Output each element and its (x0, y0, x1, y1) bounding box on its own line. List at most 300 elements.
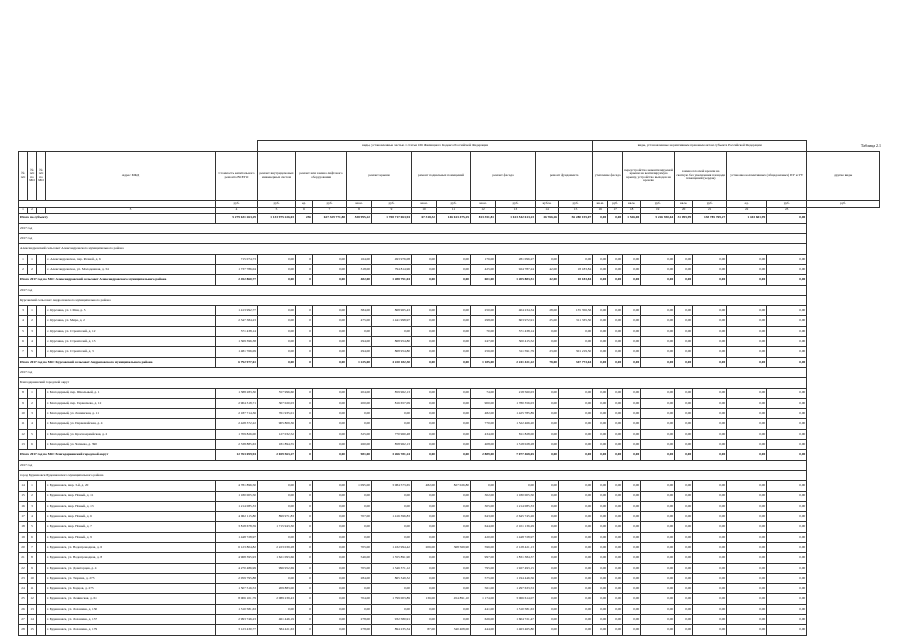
row-mo-number: 2 (28, 398, 37, 408)
cell-value: 67 318,32 (412, 213, 437, 223)
unit-cell: руб. (258, 200, 296, 207)
cell-value: 0,00 (258, 481, 296, 491)
cell-value: 0,00 (412, 388, 437, 398)
cell-value: 868 954,80 (372, 337, 412, 347)
cell-value: 0,00 (536, 594, 559, 604)
row-address: г. Буденновск, ул. Лоханина, д. 130 (46, 604, 216, 614)
cell-value: 0,00 (593, 532, 608, 542)
cell-value: 278,00 (347, 615, 372, 625)
row-mo-number: 2 (28, 316, 37, 326)
section-label: Курсавский сельсовет Андроповского муниципального района (19, 295, 807, 305)
cell-value: 0,00 (313, 254, 347, 264)
number-cell: 8 (347, 207, 372, 213)
row-mo-number: 5 (28, 347, 37, 357)
cell-value: 0,00 (623, 398, 641, 408)
cell-value: 250,00 (471, 306, 496, 316)
cell-value: 2 059 795,88 (216, 573, 258, 583)
cell-value: 7 077 468,65 (496, 450, 536, 460)
cell-value: 0,00 (608, 398, 623, 408)
cell-value: 0,00 (623, 543, 641, 553)
cell-value: 0,00 (258, 604, 296, 614)
cell-value: 1 355 891,90 (372, 553, 412, 563)
cell-value: 0,00 (593, 275, 608, 285)
cell-value: 0,00 (347, 501, 372, 511)
cell-value: 1 463 465,80 (496, 625, 536, 635)
cell-value: 0,00 (608, 357, 623, 367)
cell-value: 2 338 885,63 (216, 440, 258, 450)
cell-value: 0,00 (675, 615, 693, 625)
col-no-mo: № п/п по МО (28, 151, 37, 200)
unit-cell: руб. (559, 200, 593, 207)
cell-value: 0,00 (693, 625, 727, 635)
cell-value: 0,00 (675, 491, 693, 501)
unit-cell: руб. (372, 200, 412, 207)
cell-value: 0,00 (437, 326, 471, 336)
unit-cell: ед. (296, 200, 313, 207)
cell-value: 596,00 (471, 543, 496, 553)
cell-value: 4 270 486,99 (216, 563, 258, 573)
cell-value: 0,00 (623, 532, 641, 542)
cell-value: 0,00 (623, 522, 641, 532)
cell-value: 404 234,34 (496, 306, 536, 316)
cell-value: 0 (296, 491, 313, 501)
cell-value: 0,00 (593, 584, 608, 594)
cell-value: 0,00 (437, 316, 471, 326)
section-row (19, 223, 880, 233)
cell-value: 0,00 (675, 522, 693, 532)
cell-value: 0,00 (675, 275, 693, 285)
cell-value: 0,00 (437, 275, 471, 285)
cell-value: 932 580,91 (372, 615, 412, 625)
row-address: Итого 2017 год по МО: Курсавский сельсовет Андроповского муниципального района (19, 357, 216, 367)
total-row (19, 450, 880, 460)
cell-value: 0 (296, 512, 313, 522)
cell-value: 0,00 (623, 357, 641, 367)
cell-value: 0,00 (593, 419, 608, 429)
row-mo-number: 8 (28, 553, 37, 563)
cell-value: 5 226 930,64 (641, 213, 675, 223)
row-number: 9 (19, 398, 28, 408)
row-mo-number: 7 (28, 543, 37, 553)
cell-value: 813 351,81 (471, 213, 496, 223)
cell-value: 0,00 (593, 543, 608, 553)
cell-value: 0,00 (313, 563, 347, 573)
row-address: г. Буденновск, мкр. 3-й, д. 20 (46, 481, 216, 491)
cell-value: 0 (296, 409, 313, 419)
cell-value: 0,00 (623, 419, 641, 429)
cell-value: 0,00 (623, 316, 641, 326)
unit-cell: кв.м. (471, 200, 496, 207)
cell-value: 1 310 581,63 (216, 604, 258, 614)
cell-value: 0,00 (641, 409, 675, 419)
row-address: г. Благодарный, ул. Первомайская, д. 4 (46, 419, 216, 429)
cell-value: 0 (296, 254, 313, 264)
row-address: с. Курсавка, ул. Мира, д. 2 (46, 316, 216, 326)
cell-value: 0,00 (536, 501, 559, 511)
table-row (19, 604, 880, 614)
cell-value: 0,00 (313, 543, 347, 553)
cell-value: 0,00 (767, 264, 807, 274)
cell-value: 0,00 (437, 429, 471, 439)
cell-value: 705,00 (347, 543, 372, 553)
cell-value: 0,00 (767, 213, 807, 223)
cell-value: 868 954,80 (372, 347, 412, 357)
cell-value: 0,00 (675, 501, 693, 511)
cell-value: 0,00 (559, 409, 593, 419)
unit-cell: ед. (727, 200, 767, 207)
cell-value: 1 709 826,00 (216, 429, 258, 439)
cell-value: 2 187 714,36 (216, 409, 258, 419)
cell-value: 627 329 771,88 (313, 213, 347, 223)
cell-value: 23,00 (536, 347, 559, 357)
cell-value: 0,00 (608, 573, 623, 583)
cell-value: 408,00 (471, 440, 496, 450)
cell-value: 305,00 (471, 501, 496, 511)
cell-value: 0,00 (437, 337, 471, 347)
number-cell: 10 (412, 207, 437, 213)
cell-value: 0,00 (727, 481, 767, 491)
cell-value: 3 123 430,77 (216, 625, 258, 635)
row-address: г. Буденновск, ул. Борцов, д. 275 (46, 584, 216, 594)
cell-value: 200,00 (347, 398, 372, 408)
cell-value: 0,00 (693, 275, 727, 285)
row-number: 23 (19, 573, 28, 583)
cell-value: 0,00 (727, 347, 767, 357)
cell-value: 0,00 (559, 254, 593, 264)
cell-value: 0,00 (693, 316, 727, 326)
table-row (19, 573, 880, 583)
cell-value: 770,00 (471, 419, 496, 429)
number-cell: 21 (693, 207, 727, 213)
cell-value: 0,00 (593, 625, 608, 635)
cell-value: 0,00 (559, 522, 593, 532)
total-row (19, 275, 880, 285)
number-cell: 22 (727, 207, 767, 213)
cell-value: 500 415,52 (496, 337, 536, 347)
row-number: 13 (19, 440, 28, 450)
unit-cell: кв.м. (623, 200, 641, 207)
cell-value: 0,00 (313, 615, 347, 625)
cell-value: 859 962,13 (372, 388, 412, 398)
cell-value: 1 780 356,03 (496, 398, 536, 408)
cell-value: 0,00 (412, 604, 437, 614)
cell-value: 1 194 446,56 (496, 573, 536, 583)
cell-value: 4 220 182,30 (372, 357, 412, 367)
cell-value: 0,00 (767, 594, 807, 604)
cell-value: 0,00 (608, 440, 623, 450)
cell-value: 2 101 136,29 (496, 522, 536, 532)
cell-value: 0 (296, 326, 313, 336)
cell-value: 0,00 (693, 604, 727, 614)
col-other: другие виды (807, 151, 880, 200)
col-no-mo2: № п/п по МО (37, 151, 46, 200)
row-address: г. Благодарный, пер. Гервасиева, д. 12 (46, 398, 216, 408)
cell-value: 0,00 (693, 440, 727, 450)
cell-value: 0,00 (767, 357, 807, 367)
cell-value: 420,00 (471, 532, 496, 542)
cell-value: 340 408,00 (437, 625, 471, 635)
cell-value: 0 (296, 563, 313, 573)
section-row (19, 470, 880, 480)
cell-value: 0,00 (608, 543, 623, 553)
unit-cell: кв.м. (347, 200, 372, 207)
cell-value: 0,00 (608, 254, 623, 264)
cell-value: 0,00 (313, 388, 347, 398)
cell-value: 0,00 (536, 388, 559, 398)
cell-value: 0,00 (347, 491, 372, 501)
cell-value: 1 613 542 613,23 (496, 213, 536, 223)
cell-value: 2 904 318,71 (216, 398, 258, 408)
row-mo-number: 1 (28, 306, 37, 316)
cell-value: 571 438,14 (216, 326, 258, 336)
cell-value: 482,00 (471, 409, 496, 419)
cell-value: 0,00 (693, 522, 727, 532)
cell-value: 905 809,36 (258, 419, 296, 429)
cell-value: 1 526,00 (623, 213, 641, 223)
cell-value: 0,00 (593, 398, 608, 408)
cell-value: 0,00 (727, 573, 767, 583)
cell-value: 0,00 (412, 419, 437, 429)
col-engineering: ремонт внутридомовых инженерных систем (258, 151, 296, 200)
cell-value: 2 089 239,43 (258, 594, 296, 604)
cell-value: 0,00 (593, 409, 608, 419)
cell-value: 0 (296, 450, 313, 460)
cell-value: 761 935,01 (258, 409, 296, 419)
section-row (19, 295, 880, 305)
cell-value: 0,00 (258, 532, 296, 542)
cell-value: 0,00 (727, 254, 767, 264)
cell-value: 0,00 (593, 264, 608, 274)
cell-value: 0,00 (727, 604, 767, 614)
cell-value: 0,00 (437, 584, 471, 594)
cell-value: 0,00 (727, 522, 767, 532)
cell-value: 0,00 (623, 512, 641, 522)
cell-value: 0,00 (675, 316, 693, 326)
cell-value: 0,00 (641, 388, 675, 398)
row-number: 4 (19, 316, 28, 326)
cell-value: 0 (296, 604, 313, 614)
cell-value: 0,00 (536, 615, 559, 625)
row-number: 21 (19, 553, 28, 563)
cell-value: 0,00 (767, 512, 807, 522)
cell-value: 6 123 804,82 (216, 543, 258, 553)
cell-value: 1 799 003,89 (372, 594, 412, 604)
cell-value: 0,00 (347, 604, 372, 614)
cell-value: 0,00 (767, 398, 807, 408)
cell-value: 0,00 (727, 440, 767, 450)
table-row (19, 409, 880, 419)
cell-value: 0,00 (559, 573, 593, 583)
cell-value: 0,00 (641, 491, 675, 501)
cell-value: 31 095,99 (675, 213, 693, 223)
table-row (19, 347, 880, 357)
cell-value: 4 781 896,50 (216, 481, 258, 491)
row-number: 8 (19, 388, 28, 398)
cell-value: 0,00 (767, 275, 807, 285)
cell-value: 42,00 (536, 264, 559, 274)
cell-value: 8 006 101,79 (216, 594, 258, 604)
col-elevator: ремонт или замена лифтового оборудования (296, 151, 347, 200)
cell-value: 0,00 (641, 275, 675, 285)
cell-value: 0,00 (437, 398, 471, 408)
cell-value: 0 (296, 275, 313, 285)
cell-value: 0,00 (536, 543, 559, 553)
cell-value: 12 763 699,94 (216, 450, 258, 460)
header-units-row (19, 200, 880, 207)
cell-value: 0,00 (693, 398, 727, 408)
section-label: 2017 год (19, 460, 807, 470)
cell-value: 1 448 728,97 (496, 532, 536, 542)
cell-value: 0 (296, 419, 313, 429)
row-address: Итого 2017 год по МО: Александровский сельсовет Александровского муниципального района (19, 275, 216, 285)
table-row (19, 419, 880, 429)
cell-value: 127 032,52 (258, 429, 296, 439)
cell-value: 0,00 (593, 440, 608, 450)
row-mo-number: 15 (28, 625, 37, 635)
cell-value: 0,00 (641, 306, 675, 316)
cell-value: 0,00 (258, 316, 296, 326)
cell-value: 0,00 (608, 584, 623, 594)
cell-value: 0,00 (693, 584, 727, 594)
cell-value: 0,00 (347, 409, 372, 419)
cell-value: 0,00 (258, 337, 296, 347)
cell-value: 0,00 (623, 450, 641, 460)
table-row (19, 337, 880, 347)
cell-value: 0,00 (412, 337, 437, 347)
cell-value: 0,00 (608, 337, 623, 347)
unit-cell: кв.м. (412, 200, 437, 207)
col-basement: ремонт подвальных помещений (412, 151, 471, 200)
cell-value: 0,00 (767, 573, 807, 583)
cell-value: 28,00 (536, 306, 559, 316)
cell-value: 0,00 (536, 337, 559, 347)
cell-value: 0,00 (536, 522, 559, 532)
cell-value: 0,00 (437, 563, 471, 573)
row-mo-number: 2 (28, 264, 37, 274)
row-address: г. Буденновск, ул. Лоханина, д. 137 (46, 615, 216, 625)
row-number: 2 (19, 264, 28, 274)
cell-value: 0,00 (437, 532, 471, 542)
cell-value: 899 971,83 (258, 512, 296, 522)
cell-value: 384 421,63 (258, 625, 296, 635)
cell-value: 0,00 (608, 604, 623, 614)
table-row (19, 254, 880, 264)
table-row (19, 532, 880, 542)
cell-value: 74,00 (471, 388, 496, 398)
row-number: 6 (19, 337, 28, 347)
cell-value: 0,00 (593, 573, 608, 583)
cell-value: 858 962,13 (372, 440, 412, 450)
cell-value: 0,00 (437, 573, 471, 583)
cell-value: 0,00 (471, 481, 496, 491)
cell-value: 0,00 (593, 337, 608, 347)
cell-value: 425,00 (471, 264, 496, 274)
cell-value: 0,00 (608, 563, 623, 573)
number-cell: 16 (593, 207, 608, 213)
table-label: Таблица 2.1 (860, 143, 881, 148)
unit-cell: руб. (216, 200, 258, 207)
row-number: 17 (19, 512, 28, 522)
cell-value: 1 205 883,51 (496, 275, 536, 285)
cell-value: 1 310 581,63 (496, 604, 536, 614)
cell-value: 0,00 (258, 357, 296, 367)
cell-value: 1 425 785,89 (496, 409, 536, 419)
cell-value: 0,00 (767, 316, 807, 326)
cell-value: 0,00 (623, 481, 641, 491)
cell-value: 3 084 573,65 (372, 481, 412, 491)
cell-value: 0,00 (412, 491, 437, 501)
cell-value: 0,00 (313, 326, 347, 336)
cell-value: 135 356,56 (559, 306, 593, 316)
cell-value: 0,00 (767, 306, 807, 316)
cell-value: 811 828,00 (496, 429, 536, 439)
cell-value: 0,00 (727, 594, 767, 604)
row-number: 20 (19, 543, 28, 553)
cell-value: 0,00 (623, 594, 641, 604)
cell-value: 0,00 (593, 450, 608, 460)
cell-value: 0,00 (258, 306, 296, 316)
table-row (19, 512, 880, 522)
total-row (19, 357, 880, 367)
cell-value: 0,00 (412, 615, 437, 625)
cell-value: 2 428 372,22 (216, 419, 258, 429)
row-number: 26 (19, 604, 28, 614)
section-row (19, 367, 880, 377)
cell-value: 0,00 (437, 347, 471, 357)
cell-value: 0,00 (675, 553, 693, 563)
cell-value: 0,00 (347, 522, 372, 532)
cell-value: 0,00 (593, 316, 608, 326)
cell-value: 0,00 (641, 584, 675, 594)
cell-value: 0,00 (641, 398, 675, 408)
cell-value: 0,00 (559, 481, 593, 491)
col-foundation: ремонт фундамента (536, 151, 593, 200)
table-row (19, 388, 880, 398)
cell-value: 482,00 (412, 481, 437, 491)
cell-value: 0,00 (372, 419, 412, 429)
cell-value: 0 (296, 306, 313, 316)
cell-value: 0,00 (437, 388, 471, 398)
cell-value: 0,00 (313, 625, 347, 635)
cell-value: 0,00 (412, 573, 437, 583)
col-insulation: утепление фасада (593, 151, 623, 200)
cell-value: 0,00 (559, 532, 593, 542)
cell-value: 0,00 (693, 553, 727, 563)
cell-value: 0,00 (412, 522, 437, 532)
number-cell: 14 (536, 207, 559, 213)
row-address: с. Курсавка, ул. Строителей, д. 13 (46, 337, 216, 347)
cell-value: 2 128 421,13 (496, 543, 536, 553)
cell-value: 0,00 (641, 594, 675, 604)
row-address: г. Благодарный, ул. Красноармейская, д. 2 (46, 429, 216, 439)
row-number: 1 (19, 254, 28, 264)
cell-value: 1 369 396,38 (216, 337, 258, 347)
cell-value: 0,00 (412, 306, 437, 316)
cell-value: 603 972,91 (496, 316, 536, 326)
row-mo-number: 1 (28, 254, 37, 264)
unit-cell: руб. (807, 200, 880, 207)
table-row (19, 553, 880, 563)
cell-value: 0,00 (675, 573, 693, 583)
cell-value: 0,00 (608, 264, 623, 274)
unit-cell: руб. (437, 200, 471, 207)
table-row (19, 625, 880, 635)
cell-value: 0,00 (559, 429, 593, 439)
row-address: г. Буденновск, ул. Водопроводная, д. 6 (46, 543, 216, 553)
cell-value: 0,00 (727, 512, 767, 522)
cell-value: 318,00 (347, 264, 372, 274)
cell-value: 1 185,00 (471, 357, 496, 367)
